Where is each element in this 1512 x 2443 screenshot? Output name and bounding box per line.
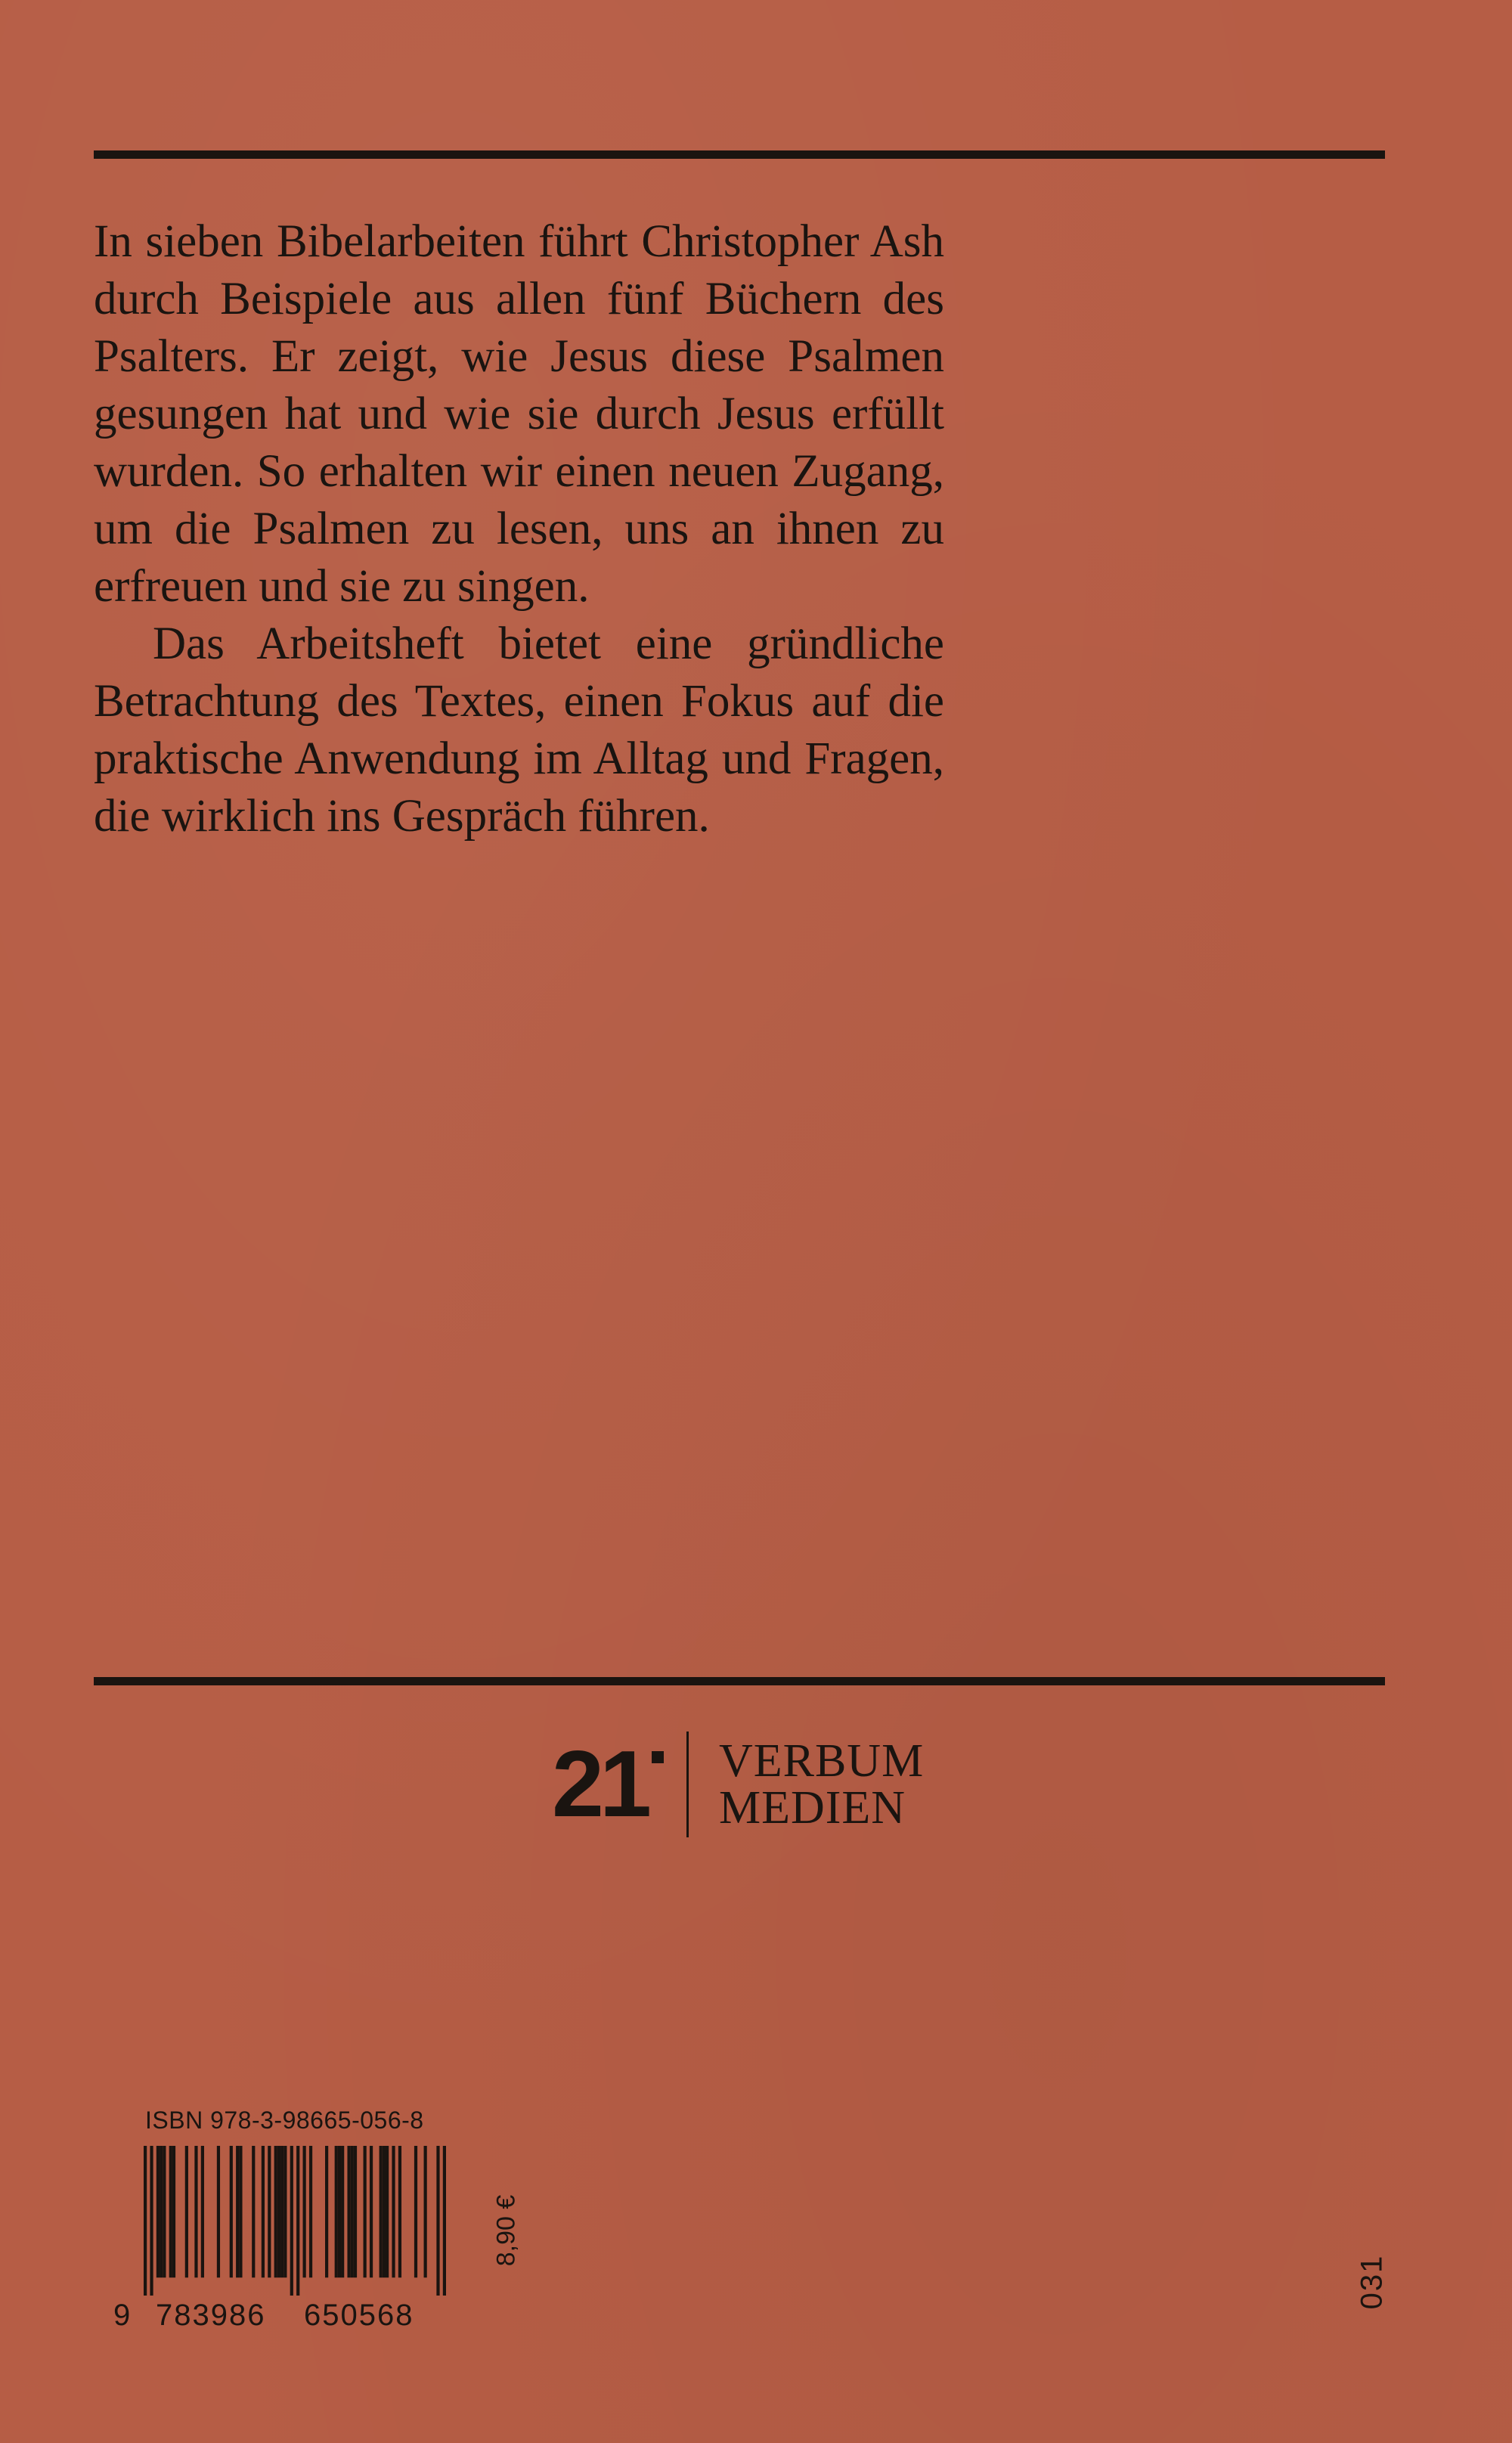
blurb-paragraph-1: In sieben Bibelarbeiten führt Christopher Ash durch Beispiele aus allen fünf Büchern des Psalters. Er zeigt, wie Jesus diese Psalmen gesungen hat und wie sie durch Jesus erfüllt wurden. So erhalten wir einen neuen Zugang, um die Psalmen zu lesen, uns an ihnen zu erfreuen und sie zu singen.	[94, 216, 944, 612]
barcode-bar	[230, 2146, 233, 2277]
barcode-bar	[172, 2146, 175, 2277]
barcode-bar	[150, 2146, 153, 2296]
barcode-digits-left: 783986	[156, 2299, 266, 2332]
barcode-bar	[144, 2146, 147, 2296]
publisher-name-line-2: MEDIEN	[718, 1782, 906, 1834]
barcode-bar	[398, 2146, 401, 2277]
barcode-bar	[383, 2146, 386, 2277]
logo-mark-number: 21	[552, 1732, 647, 1837]
barcode-bar	[252, 2146, 255, 2277]
barcode-bar	[386, 2146, 389, 2277]
barcode-bar	[414, 2146, 417, 2277]
barcode-bar	[262, 2146, 265, 2277]
barcode-digit-first: 9	[113, 2299, 132, 2332]
barcode-bar	[277, 2146, 280, 2277]
barcode-bar	[380, 2146, 383, 2277]
barcode-bar	[424, 2146, 427, 2277]
barcode-bar	[284, 2146, 287, 2277]
barcode-bar	[341, 2146, 344, 2277]
barcode-bar	[436, 2146, 439, 2296]
barcode-bar	[351, 2146, 354, 2277]
blurb-text	[94, 213, 944, 845]
barcode-bar	[290, 2146, 293, 2296]
top-rule	[94, 150, 1385, 159]
barcode-bar	[236, 2146, 239, 2277]
barcode-bar	[354, 2146, 357, 2277]
blurb-paragraph-2: Das Arbeitsheft bietet eine gründliche Betrachtung des Textes, einen Fokus auf die praktische Anwendung im Alltag und Fragen, die wirklich ins Gespräch führen.	[94, 619, 944, 842]
logo-mark	[552, 1732, 667, 1837]
price: 8,90 €	[491, 2194, 521, 2267]
barcode-bar	[443, 2146, 446, 2296]
series-number: 031	[1355, 2254, 1389, 2310]
barcode-bar	[194, 2146, 197, 2277]
barcode-bar	[280, 2146, 284, 2277]
barcode-bar	[296, 2146, 299, 2296]
barcode-bar	[268, 2146, 271, 2277]
publisher-logo	[552, 1731, 924, 1837]
barcode-bar	[163, 2146, 166, 2277]
barcode-bar	[201, 2146, 204, 2277]
middle-rule	[94, 1677, 1385, 1685]
barcode-bar	[303, 2146, 306, 2277]
publisher-name-line-1: VERBUM	[718, 1735, 925, 1787]
barcode-digits-right: 650568	[304, 2299, 414, 2332]
isbn-label: ISBN 978-3-98665-056-8	[145, 2107, 424, 2134]
barcode-bar	[335, 2146, 338, 2277]
barcode-icon	[144, 2146, 446, 2296]
barcode-bar	[217, 2146, 220, 2277]
barcode-bar	[338, 2146, 341, 2277]
barcode-bar	[160, 2146, 163, 2277]
barcode-bar	[364, 2146, 367, 2277]
barcode-bar	[169, 2146, 172, 2277]
logo-dot-icon	[652, 1751, 664, 1763]
publisher-name	[718, 1735, 925, 1834]
barcode-bar	[274, 2146, 277, 2277]
barcode-bar	[392, 2146, 395, 2277]
barcode-bar	[325, 2146, 328, 2277]
barcode-bar	[156, 2146, 160, 2277]
barcode-bar	[309, 2146, 312, 2277]
logo-divider	[686, 1731, 689, 1837]
barcode-bar	[370, 2146, 373, 2277]
barcode-bar	[239, 2146, 242, 2277]
barcode-bar	[347, 2146, 350, 2277]
barcode-bar	[185, 2146, 188, 2277]
